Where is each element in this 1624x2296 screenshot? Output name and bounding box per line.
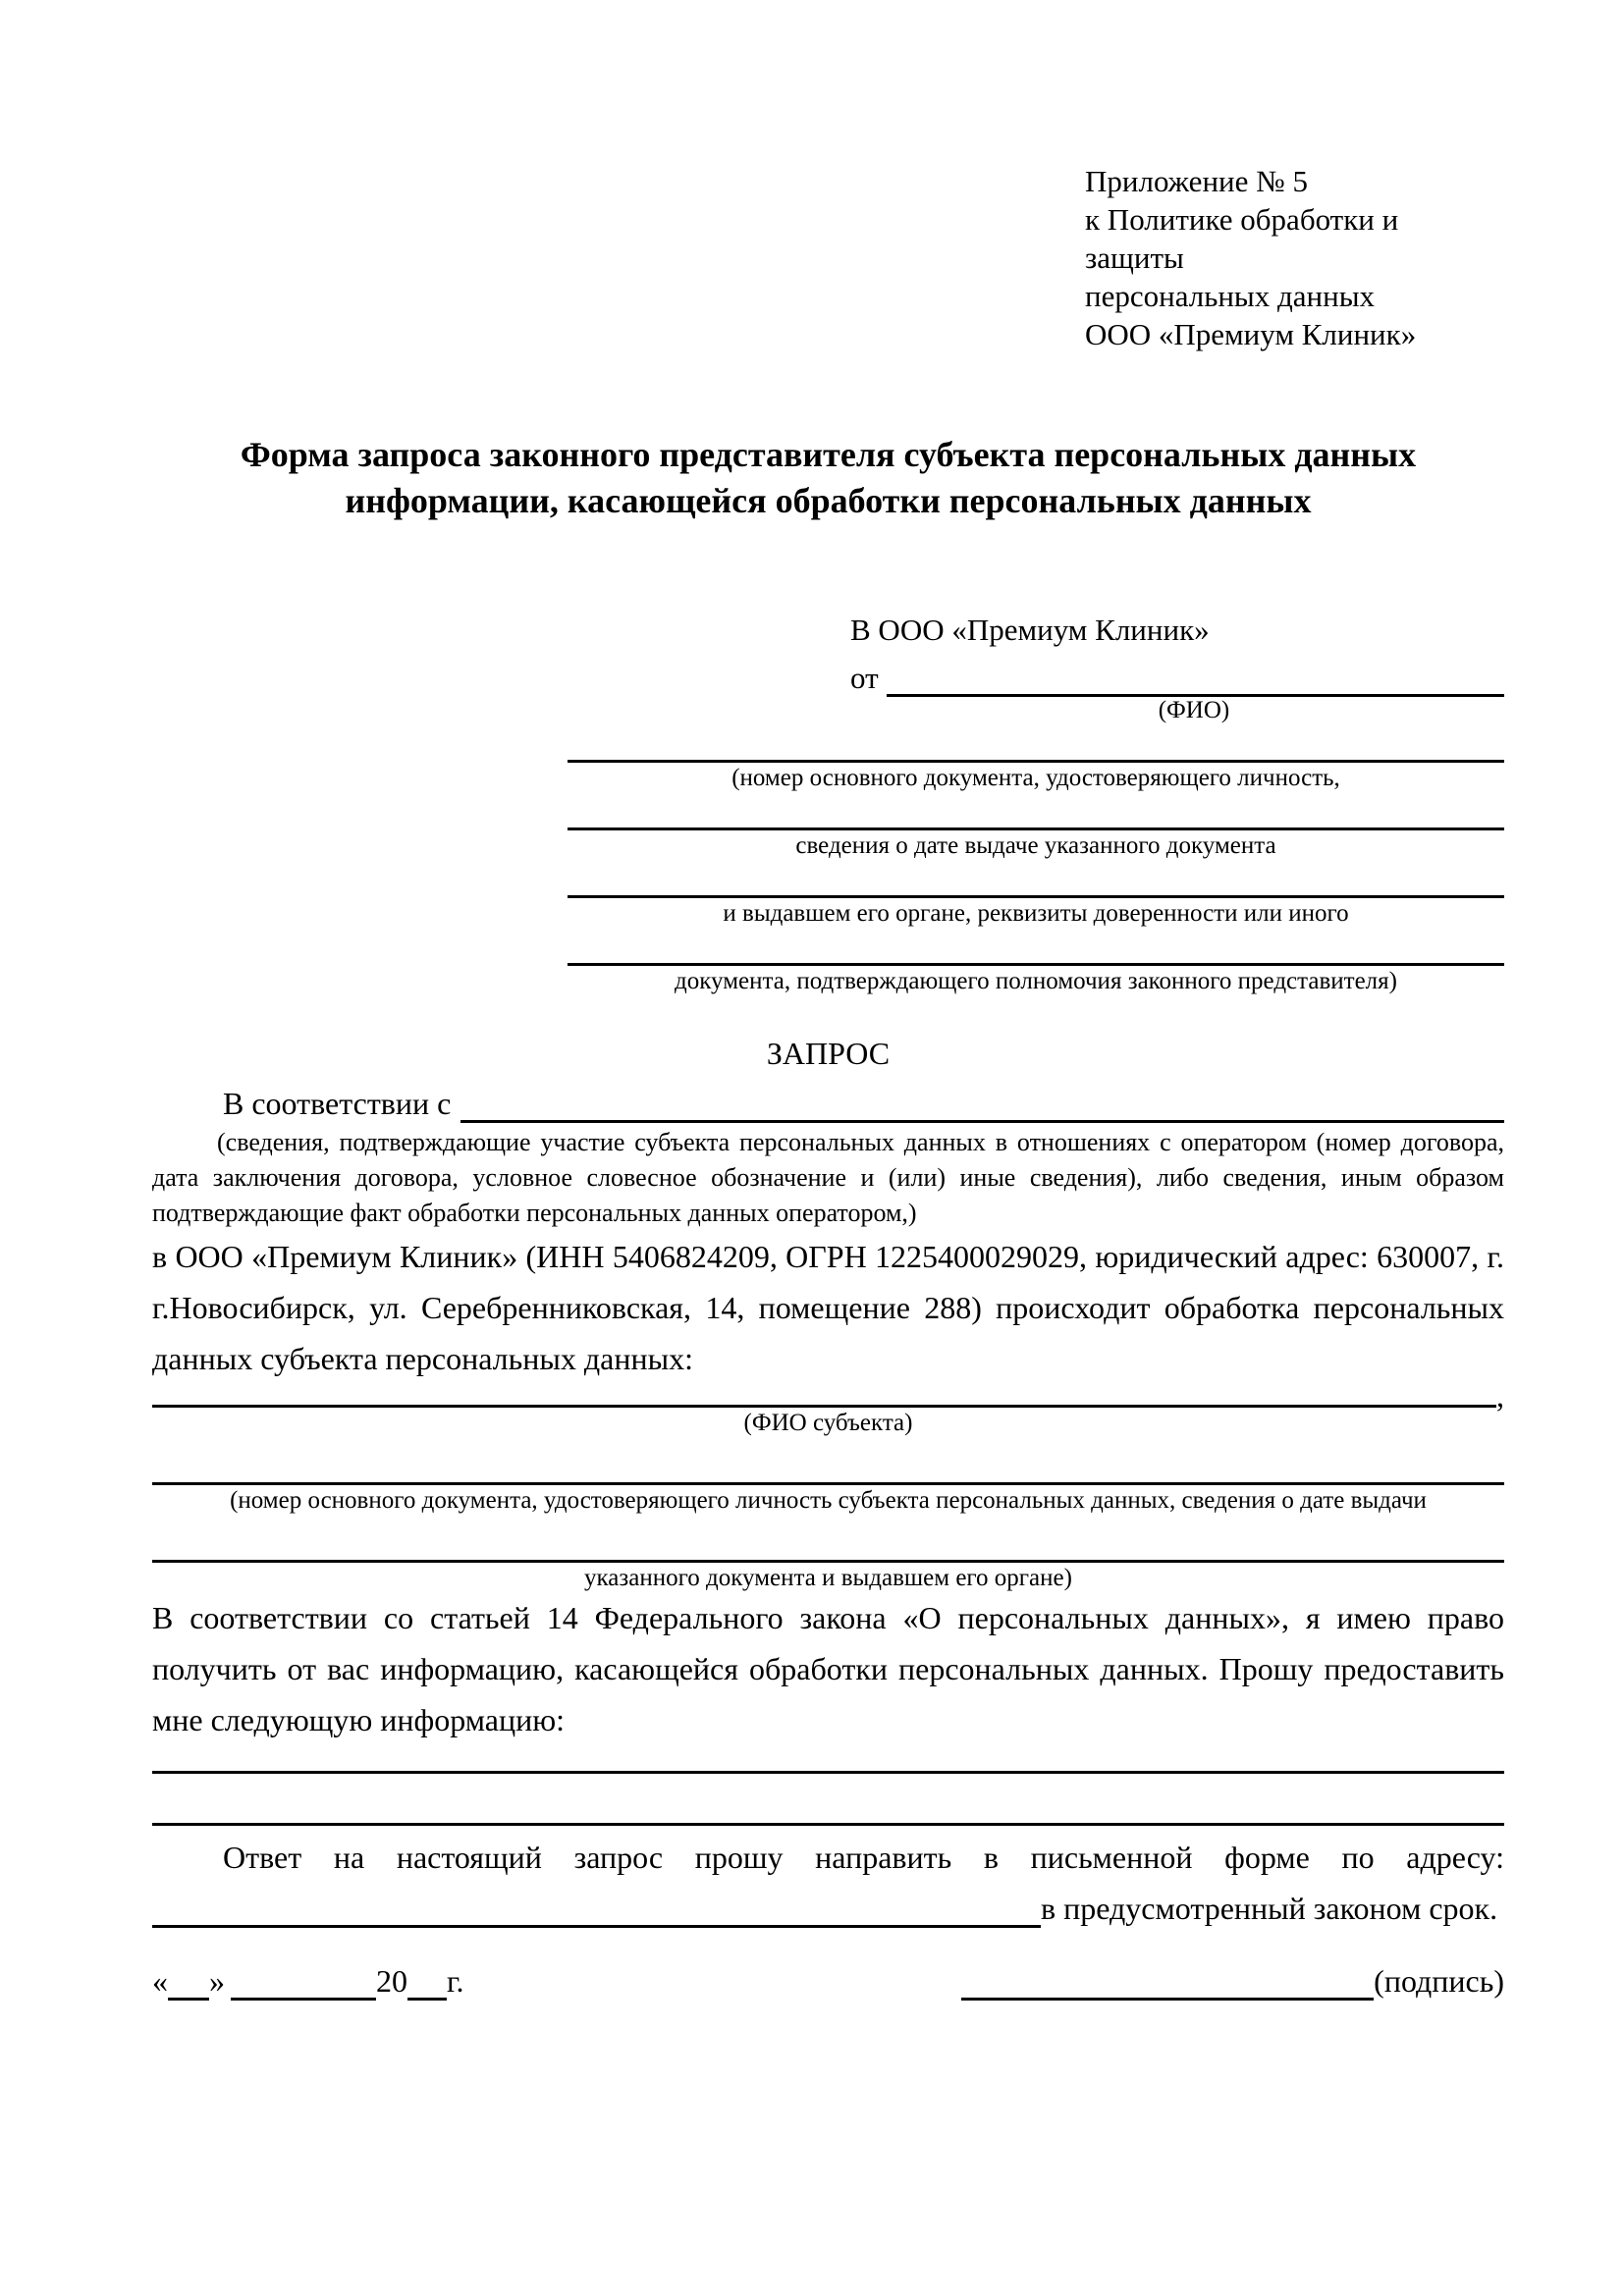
from-label: от bbox=[850, 661, 879, 695]
representative-doc-caption-3: и выдавшем его органе, реквизиты доверенности или иного bbox=[723, 900, 1349, 927]
trailing-comma: , bbox=[1496, 1378, 1504, 1414]
representative-doc-row-1 bbox=[568, 724, 1504, 792]
representative-doc-row-2 bbox=[568, 792, 1504, 860]
representative-doc-row-3 bbox=[568, 860, 1504, 928]
answer-tail: в предусмотренный законом срок. bbox=[1041, 1891, 1498, 1926]
header-line-policy: к Политике обработки и защиты bbox=[1085, 202, 1399, 275]
addressee-block bbox=[152, 611, 1504, 995]
date-quote-close: » bbox=[209, 1963, 225, 1999]
basis-blank bbox=[460, 1085, 1504, 1123]
date-quote-open: « bbox=[152, 1963, 168, 1999]
representative-doc-caption-2: сведения о дате выдаче указанного документа bbox=[795, 832, 1276, 859]
date-year-blank bbox=[407, 1968, 447, 2001]
header-line-appendix: Приложение № 5 bbox=[1085, 164, 1308, 198]
header-line-company: ООО «Премиум Клиник» bbox=[1085, 317, 1417, 351]
subject-doc-caption-2: указанного документа и выдавшем его органе) bbox=[584, 1565, 1072, 1591]
signature-field bbox=[961, 1961, 1504, 2001]
representative-doc-blank-1 bbox=[568, 724, 1504, 763]
answer-address-row bbox=[152, 1883, 1504, 1928]
info-blank-1 bbox=[152, 1771, 1504, 1774]
year-prefix: 20 bbox=[376, 1963, 407, 1999]
signature-footer bbox=[152, 1961, 1504, 2001]
basis-row bbox=[152, 1080, 1504, 1123]
subject-doc-caption-1: (номер основного документа, удостоверяющего личность субъекта персональных данных, сведения о дате выдачи bbox=[230, 1487, 1427, 1514]
subject-fio-blank bbox=[152, 1385, 1496, 1408]
representative-doc-caption-4: документа, подтверждающего полномочия законного представителя) bbox=[675, 968, 1397, 994]
representative-doc-row-4 bbox=[568, 928, 1504, 995]
date-field bbox=[152, 1961, 464, 2001]
addressee-from-row bbox=[850, 656, 1504, 697]
appendix-header bbox=[1085, 162, 1504, 353]
page-title-line-2: информации, касающейся обработки персональных данных bbox=[345, 481, 1312, 520]
subject-fio-caption: (ФИО субъекта) bbox=[743, 1410, 913, 1436]
addressee-to: В ООО «Премиум Клиник» bbox=[850, 613, 1210, 647]
date-day-blank bbox=[168, 1968, 209, 2001]
representative-fio-blank bbox=[887, 659, 1504, 697]
page-title bbox=[152, 432, 1504, 524]
header-line-personal-data: персональных данных bbox=[1085, 279, 1376, 313]
answer-paragraph: Ответ на настоящий запрос прошу направить в письменной форме по адресу: bbox=[223, 1840, 1504, 1875]
representative-doc-blank-2 bbox=[568, 792, 1504, 830]
request-heading: ЗАПРОС bbox=[766, 1036, 891, 1071]
basis-label: В соответствии с bbox=[223, 1086, 452, 1121]
subject-doc-blank-1 bbox=[152, 1437, 1504, 1485]
signature-caption: (подпись) bbox=[1374, 1963, 1504, 1999]
date-month-blank bbox=[231, 1968, 376, 2001]
representative-doc-blank-4 bbox=[568, 928, 1504, 966]
basis-caption: (сведения, подтверждающие участие субъекта персональных данных в отношениях с оператором (номер договора, дата заключения договора, условное словесное обозначение и (или) иные сведения), либо сведения, иным образом подтверждающие факт обработки персональных данных оператором,) bbox=[152, 1128, 1504, 1227]
operator-paragraph: в ООО «Премиум Клиник» (ИНН 5406824209, ОГРН 1225400029029, юридический адрес: 630007, г. г.Новосибирск, ул. Серебренниковская, 14, помещение 288) происходит обработка персональных данных субъекта персональных данных: bbox=[152, 1239, 1504, 1376]
fio-caption: (ФИО) bbox=[1158, 697, 1230, 723]
signature-blank bbox=[961, 1968, 1374, 2001]
representative-doc-blank-3 bbox=[568, 860, 1504, 898]
representative-doc-caption-1: (номер основного документа, удостоверяющего личность, bbox=[731, 765, 1340, 791]
page-title-line-1: Форма запроса законного представителя субъекта персональных данных bbox=[240, 435, 1417, 474]
year-suffix: г. bbox=[447, 1963, 464, 1999]
subject-doc-blank-2 bbox=[152, 1515, 1504, 1563]
subject-fio-row bbox=[152, 1378, 1504, 1414]
info-blank-2 bbox=[152, 1823, 1504, 1826]
law-paragraph: В соответствии со статьей 14 Федерального закона «О персональных данных», я имею право получить от вас информацию, касающейся обработки персональных данных. Прошу предоставить мне следующую информацию: bbox=[152, 1600, 1504, 1737]
answer-address-blank bbox=[152, 1890, 1041, 1928]
